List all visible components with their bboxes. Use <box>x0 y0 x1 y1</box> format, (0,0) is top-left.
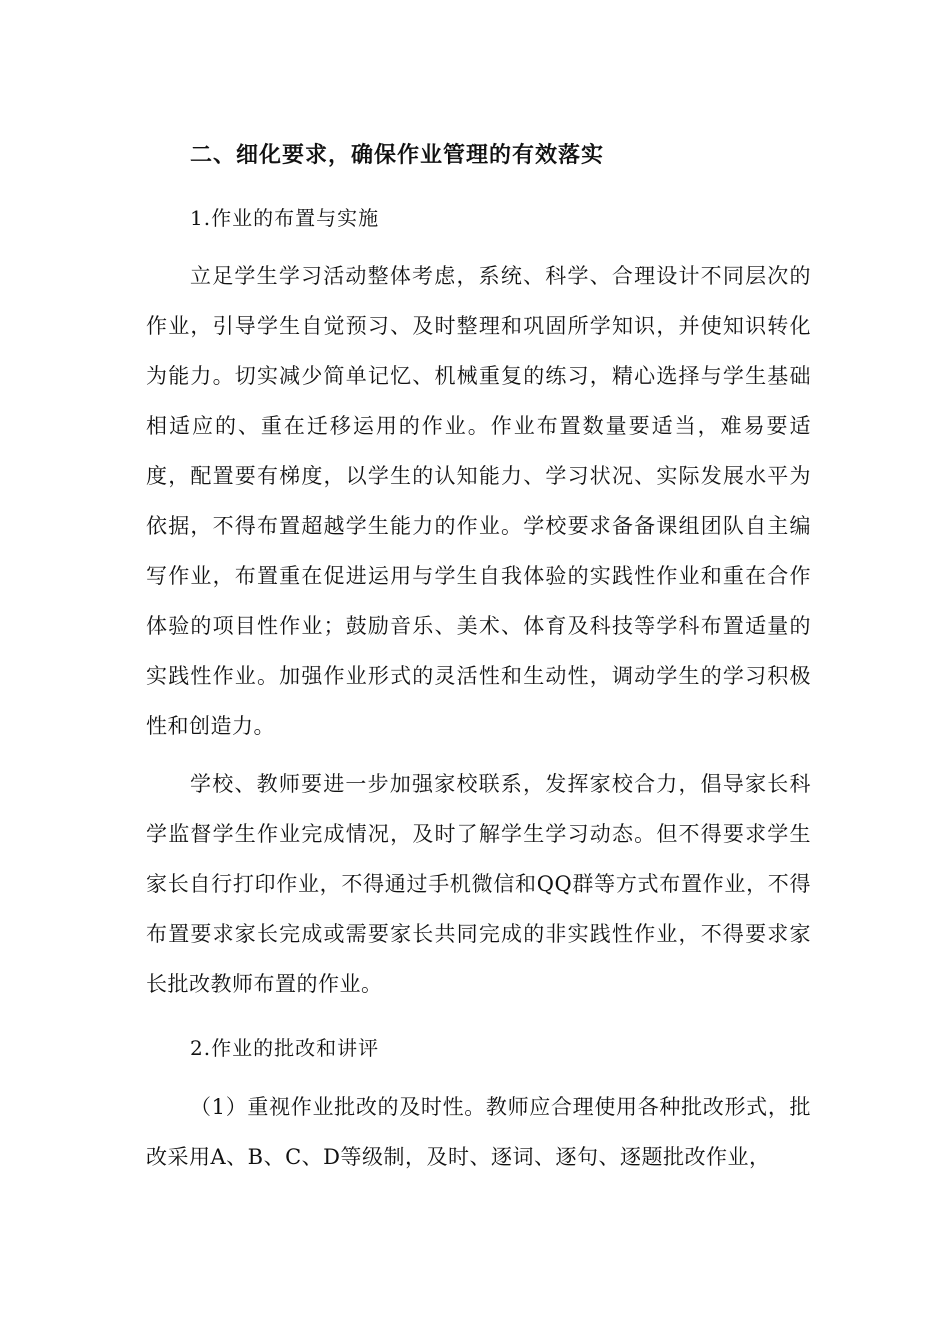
subsection-title-2: 2.作业的批改和讲评 <box>190 1036 380 1060</box>
subsection-title-1: 1.作业的布置与实施 <box>190 206 380 230</box>
section-heading: 二、细化要求，确保作业管理的有效落实 <box>190 142 605 168</box>
paragraph-home-school: 学校、教师要进一步加强家校联系，发挥家校合力，倡导家长科学监督学生作业完成情况，及时了解学生学习动态。但不得要求学生家长自行打印作业，不得通过手机微信和QQ群等方式布置作业，不得布置要求家长完成或需要家长共同完成的非实践性作业，不得要求家长批改教师布置的作业。 <box>146 772 811 996</box>
paragraph-assignment-design: 立足学生学习活动整体考虑，系统、科学、合理设计不同层次的作业，引导学生自觉预习、及时整理和巩固所学知识，并使知识转化为能力。切实减少简单记忆、机械重复的练习，精心选择与学生基础相适应的、重在迁移运用的作业。作业布置数量要适当，难易要适度，配置要有梯度，以学生的认知能力、学习状况、实际发展水平为依据，不得布置超越学生能力的作业。学校要求备备课组团队自主编写作业，布置重在促进运用与学生自我体验的实践性作业和重在合作体验的项目性作业；鼓励音乐、美术、体育及科技等学科布置适量的实践性作业。加强作业形式的灵活性和生动性，调动学生的学习积极性和创造力。 <box>146 264 811 738</box>
paragraph-grading: （1）重视作业批改的及时性。教师应合理使用各种批改形式，批改采用A、B、C、D等级制，及时、逐词、逐句、逐题批改作业， <box>146 1095 811 1169</box>
